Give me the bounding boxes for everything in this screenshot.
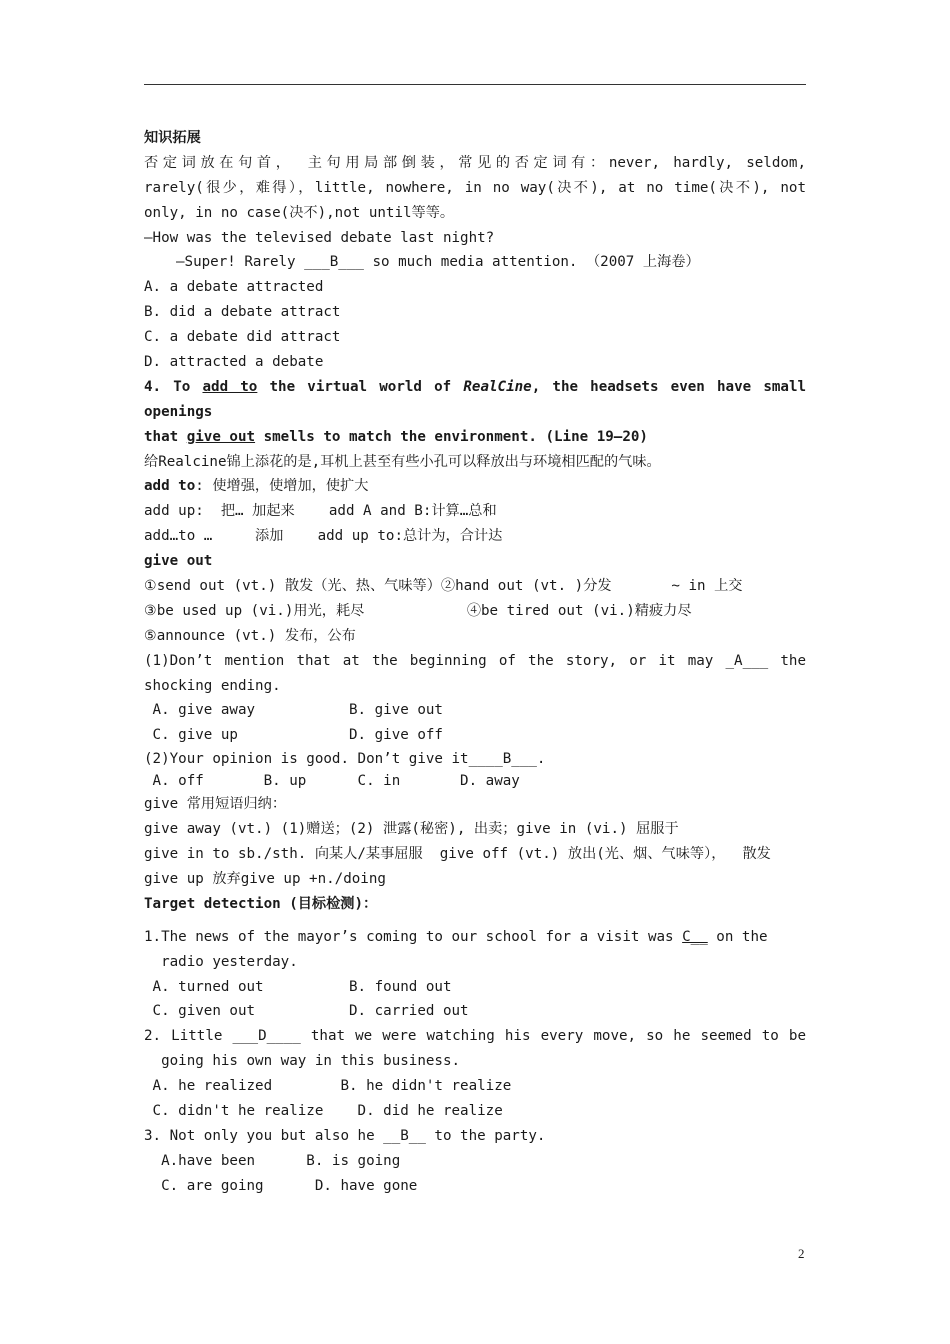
target-q3: 3. Not only you but also he __B__ to the party. [144,1127,546,1144]
give-summary-1: give away (vt.) (1)赠送；(2) 泄露(秘密), 出卖；give in (vi.) 屈服于 [144,821,679,838]
item4-sentence-line-3: that give out smells to match the environment. (Line 19—20) [144,428,648,445]
target-q1-options-2: C. given out D. carried out [144,1003,469,1020]
dialog-answer: —Super! Rarely ___B___ so much media attention. （2007 上海卷） [176,254,700,271]
add-to-definition: add to: 使增强，使增加，使扩大 [144,478,369,495]
exercise-1-options-1: A. give away B. give out [144,702,443,719]
give-out-meaning-1: ①send out (vt.) 散发（光、热、气味等）②hand out (vt. )分发 ~ in 上交 [144,578,743,595]
exercise-1-line-1: (1)Don’t mention that at the beginning of the story, or it may _A___ the [144,652,806,669]
section-heading-extension: 知识拓展 [144,130,201,146]
target-q2-options-2: C. didn't he realize D. did he realize [144,1102,503,1119]
option-c: C. a debate did attract [144,329,341,346]
document-body [144,126,806,1199]
item4-sentence-line-1: 4. To add to the virtual world of RealCine, the headsets even have small [144,378,807,395]
option-d: D. attracted a debate [144,354,324,371]
exercise-1-line-2: shocking ending. [144,677,281,694]
negation-line-3: only, in no case(决不),not until等等。 [144,204,455,221]
target-detection-heading: Target detection (目标检测)： [144,895,378,912]
item4-translation: 给Realcine锦上添花的是,耳机上甚至有些小孔可以释放出与环境相匹配的气味。 [144,453,661,470]
target-q2-line-1: 2. Little ___D____ that we were watching his every move, so he seemed to be [144,1028,806,1045]
give-summary-heading: give 常用短语归纳： [144,796,287,813]
add-to-line: add…to … 添加 add up to:总计为，合计达 [144,528,503,545]
target-q1-line-2: radio yesterday. [144,953,298,970]
target-q3-options-2: C. are going D. have gone [144,1177,418,1194]
exercise-1-options-2: C. give up D. give off [144,727,443,744]
give-out-meaning-3: ⑤announce (vt.) 发布，公布 [144,627,356,644]
target-q2-line-2: going his own way in this business. [144,1053,461,1070]
negation-line-1: 否定词放在句首， 主句用局部倒装，常见的否定词有：never, hardly, seldom, [144,154,806,171]
page-number: 2 [798,1246,805,1261]
add-up-line: add up: 把… 加起来 add A and B:计算…总和 [144,503,497,520]
exercise-2-options: A. off B. up C. in D. away [144,773,520,790]
item4-sentence-line-2: openings [144,403,213,420]
give-out-heading: give out [144,553,213,570]
give-out-meaning-2: ③be used up (vi.)用光，耗尽 ④be tired out (vi.)精疲力尽 [144,602,692,619]
give-summary-2: give in to sb./sth. 向某人/某事屈服 give off (vt.) 放出(光、烟、气味等）， 散发 [144,846,771,863]
exercise-2: (2)Your opinion is good. Don’t give it____B___. [144,751,546,768]
negation-line-2: rarely(很少，难得），little, nowhere, in no way(决不), at no time(决不), not [144,179,806,196]
give-summary-3: give up 放弃give up +n./doing [144,870,386,887]
target-q3-options-1: A.have been B. is going [144,1152,401,1169]
header-rule [144,84,806,85]
target-q1-line-1: 1.The news of the mayor’s coming to our school for a visit was C__ on the [144,928,768,945]
target-q2-options-1: A. he realized B. he didn't realize [144,1078,512,1095]
target-q1-options-1: A. turned out B. found out [144,978,452,995]
option-b: B. did a debate attract [144,304,341,321]
dialog-question: —How was the televised debate last night? [144,229,495,246]
option-a: A. a debate attracted [144,279,324,296]
